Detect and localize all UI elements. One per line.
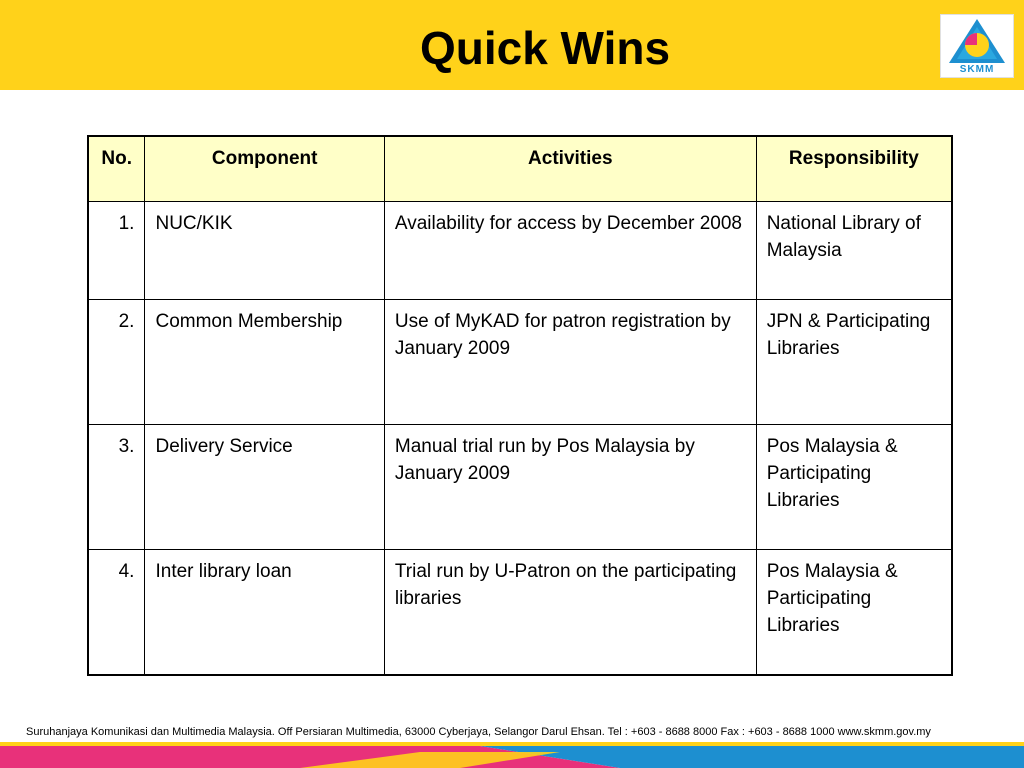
- row-no: 2.: [88, 300, 145, 425]
- logo-text: SKMM: [959, 64, 995, 75]
- row-activities: Use of MyKAD for patron registration by January 2009: [384, 300, 756, 425]
- row-component: NUC/KIK: [145, 202, 384, 300]
- header-responsibility: Responsibility: [756, 136, 952, 202]
- row-component: Inter library loan: [145, 550, 384, 675]
- row-responsibility: JPN & Participating Libraries: [756, 300, 952, 425]
- row-no: 4.: [88, 550, 145, 675]
- header-no: No.: [88, 136, 145, 202]
- row-responsibility: National Library of Malaysia: [756, 202, 952, 300]
- footer-address: Suruhanjaya Komunikasi dan Multimedia Malaysia. Off Persiaran Multimedia, 63000 Cyberjaya, Selangor Darul Ehsan. Tel : +603 - 8688 8000 Fax : +603 - 8688 1000 www.skmm.gov.my: [26, 726, 931, 738]
- table-row: [88, 300, 952, 425]
- table-row: [88, 202, 952, 300]
- row-activities: Trial run by U-Patron on the participating libraries: [384, 550, 756, 675]
- footer-band: [0, 742, 1024, 768]
- header-component: Component: [145, 136, 384, 202]
- row-activities: Availability for access by December 2008: [384, 202, 756, 300]
- row-component: Common Membership: [145, 300, 384, 425]
- header-activities: Activities: [384, 136, 756, 202]
- row-no: 3.: [88, 425, 145, 550]
- row-responsibility: Pos Malaysia & Participating Libraries: [756, 425, 952, 550]
- table-row: [88, 550, 952, 675]
- table-header-row: [88, 136, 952, 202]
- page-title: Quick Wins: [419, 22, 671, 74]
- skmm-logo: [940, 14, 1014, 78]
- row-activities: Manual trial run by Pos Malaysia by January 2009: [384, 425, 756, 550]
- quick-wins-table: [87, 135, 953, 676]
- row-no: 1.: [88, 202, 145, 300]
- row-responsibility: Pos Malaysia & Participating Libraries: [756, 550, 952, 675]
- table-row: [88, 425, 952, 550]
- row-component: Delivery Service: [145, 425, 384, 550]
